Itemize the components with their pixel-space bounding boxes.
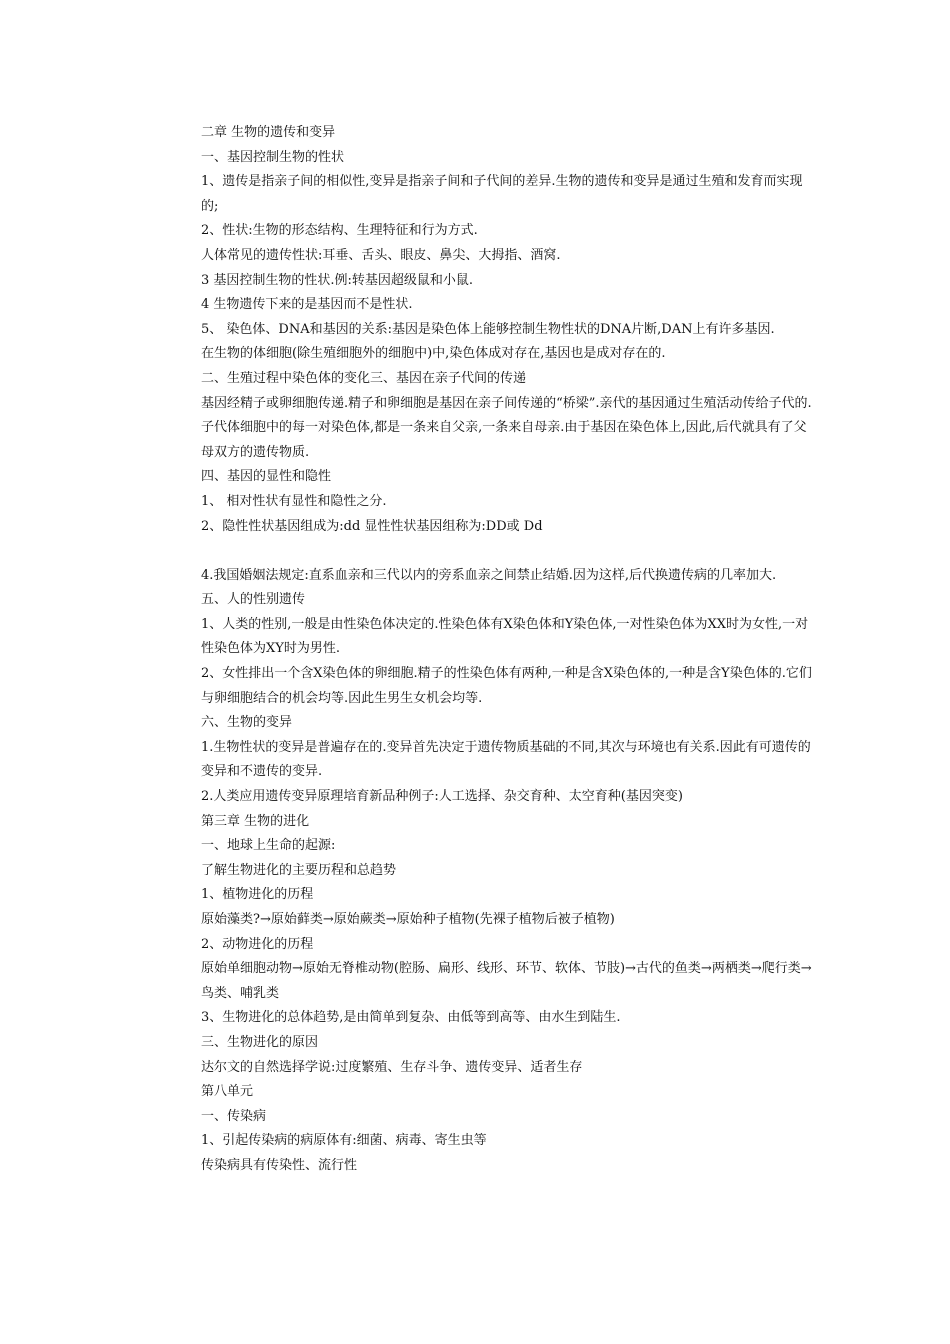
unit-heading: 第八单元 xyxy=(201,1084,254,1100)
paragraph: 1、 相对性状有显性和隐性之分. xyxy=(201,493,387,509)
paragraph: 1.生物性状的变异是普遍存在的.变异首先决定于遗传物质基础的不同,其次与环境也有关系.因此有可遗传的变异和不遗传的变异. xyxy=(201,739,811,780)
paragraph: 人体常见的遗传性状:耳垂、舌头、眼皮、鼻尖、大拇指、酒窝. xyxy=(201,247,561,263)
section-heading: 一、基因控制生物的性状 xyxy=(201,149,345,165)
document-body xyxy=(201,121,813,1179)
paragraph: 1、人类的性别,一般是由性染色体决定的.性染色体有X染色体和Y染色体,一对性染色体为XX时为女性,一对性染色体为XY时为男性. xyxy=(201,616,809,657)
paragraph: 4 生物遗传下来的是基因而不是性状. xyxy=(201,297,413,313)
section-heading: 二、生殖过程中染色体的变化三、基因在亲子代间的传递 xyxy=(201,370,527,386)
paragraph: 3 基因控制生物的性状.例:转基因超级鼠和小鼠. xyxy=(201,272,474,288)
paragraph: 1、植物进化的历程 xyxy=(201,887,314,903)
chapter-heading: 二章 生物的遗传和变异 xyxy=(201,125,336,140)
paragraph: 3、生物进化的总体趋势,是由简单到复杂、由低等到高等、由水生到陆生. xyxy=(201,1010,621,1026)
section-heading: 一、传染病 xyxy=(201,1108,267,1124)
section-heading: 四、基因的显性和隐性 xyxy=(201,469,332,485)
paragraph: 2、隐性性状基因组成为:dd 显性性状基因组称为:DD或 Dd xyxy=(201,518,543,534)
paragraph: 在生物的体细胞(除生殖细胞外的细胞中)中,染色体成对存在,基因也是成对存在的. xyxy=(201,346,666,362)
paragraph: 2、性状:生物的形态结构、生理特征和行为方式. xyxy=(201,223,478,239)
paragraph: 2、女性排出一个含X染色体的卵细胞.精子的性染色体有两种,一种是含X染色体的,一种是含Y染色体的.它们与卵细胞结合的机会均等.因此生男生女机会均等. xyxy=(201,666,812,706)
paragraph: 原始单细胞动物→原始无脊椎动物(腔肠、扁形、线形、环节、软体、节肢)→古代的鱼类→两栖类→爬行类→鸟类、哺乳类 xyxy=(201,961,812,1001)
paragraph: 达尔文的自然选择学说:过度繁殖、生存斗争、遗传变异、适者生存 xyxy=(201,1059,583,1075)
blank-line xyxy=(201,539,813,564)
paragraph: 原始藻类?→原始藓类→原始蕨类→原始种子植物(先裸子植物后被子植物) xyxy=(201,912,615,927)
paragraph: 了解生物进化的主要历程和总趋势 xyxy=(201,862,397,878)
paragraph: 2.人类应用遗传变异原理培育新品种例子:人工选择、杂交育种、太空育种(基因突变) xyxy=(201,789,683,805)
section-heading: 三、生物进化的原因 xyxy=(201,1034,319,1050)
section-heading: 一、地球上生命的起源: xyxy=(201,838,336,854)
paragraph: 1、引起传染病的病原体有:细菌、病毒、寄生虫等 xyxy=(201,1133,487,1149)
chapter-heading: 第三章 生物的进化 xyxy=(201,813,310,829)
paragraph: 4.我国婚姻法规定:直系血亲和三代以内的旁系血亲之间禁止结婚.因为这样,后代换遗传病的几率加大. xyxy=(201,567,777,583)
section-heading: 六、生物的变异 xyxy=(201,715,293,731)
paragraph: 5、 染色体、DNA和基因的关系:基因是染色体上能够控制生物性状的DNA片断,DAN上有许多基因. xyxy=(201,321,775,337)
paragraph: 基因经精子或卵细胞传递.精子和卵细胞是基因在亲子间传递的“桥梁”.亲代的基因通过生殖活动传给子代的.子代体细胞中的每一对染色体,都是一条来自父亲,一条来自母亲.由于基因在染色体上,因此,后代就具有了父母双方的遗传物质. xyxy=(201,395,812,460)
paragraph: 传染病具有传染性、流行性 xyxy=(201,1157,358,1173)
section-heading: 五、人的性别遗传 xyxy=(201,592,306,608)
paragraph: 1、遗传是指亲子间的相似性,变异是指亲子间和子代间的差异.生物的遗传和变异是通过生殖和发育而实现的; xyxy=(201,174,803,214)
paragraph: 2、动物进化的历程 xyxy=(201,936,314,952)
